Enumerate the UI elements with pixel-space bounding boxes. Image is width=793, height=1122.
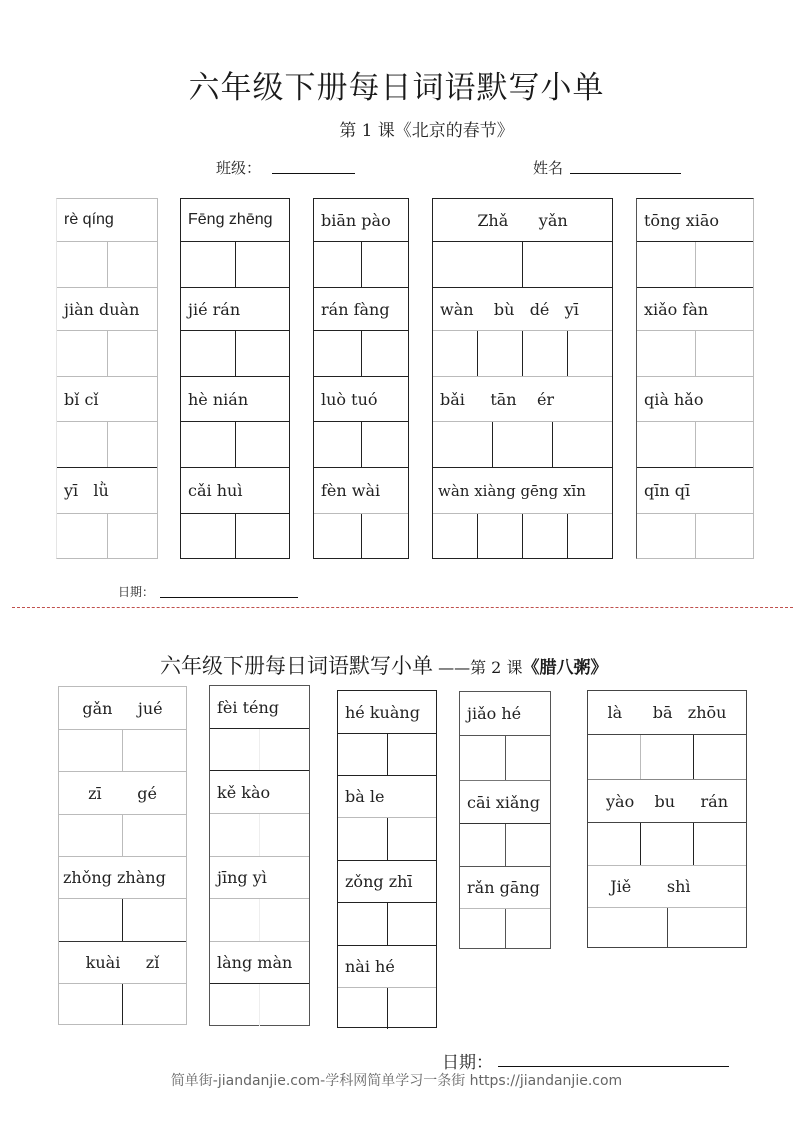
- pinyin-text: cǎi huì: [188, 481, 243, 500]
- name-label: 姓名: [533, 159, 564, 177]
- writing-cell[interactable]: [693, 823, 746, 865]
- pinyin-text: fèn wài: [321, 481, 381, 500]
- writing-cell[interactable]: [567, 514, 612, 559]
- writing-cell[interactable]: [588, 735, 640, 779]
- pinyin-text: wàn xiàng gēng xīn: [438, 481, 586, 500]
- writing-cell[interactable]: [637, 242, 695, 287]
- sheet1-word-column: [180, 198, 290, 559]
- writing-row: [588, 822, 746, 865]
- pinyin-text: rǎn gāng: [467, 878, 540, 897]
- writing-cell[interactable]: [667, 908, 747, 948]
- pinyin-text: Zhǎ yǎn: [477, 210, 568, 230]
- writing-row: [460, 823, 550, 866]
- writing-cell[interactable]: [477, 331, 522, 376]
- writing-cell[interactable]: [693, 735, 746, 779]
- pinyin-text: cāi xiǎng: [467, 792, 540, 812]
- pinyin-row: [210, 856, 309, 898]
- pinyin-text: bǎi tān ér: [440, 389, 555, 409]
- class-label: 班级：: [216, 159, 262, 177]
- pinyin-row: [59, 941, 186, 983]
- pinyin-row: [314, 376, 408, 421]
- writing-cell[interactable]: [59, 730, 122, 771]
- writing-cell[interactable]: [314, 514, 361, 559]
- writing-cell[interactable]: [567, 331, 612, 376]
- sheet1-word-column: [432, 198, 613, 559]
- writing-cell[interactable]: [181, 422, 235, 467]
- pinyin-text: jiǎo hé: [467, 704, 522, 723]
- writing-row: [588, 734, 746, 779]
- writing-row: [210, 813, 309, 856]
- writing-cell[interactable]: [637, 514, 695, 559]
- pinyin-text: Jiě shì: [595, 877, 691, 896]
- pinyin-text: rán fàng: [321, 299, 390, 319]
- writing-cell[interactable]: [57, 242, 107, 287]
- pinyin-row: [460, 866, 550, 908]
- pinyin-row: [588, 865, 746, 907]
- pinyin-row: [210, 686, 309, 728]
- pinyin-text: zī gé: [88, 783, 157, 803]
- writing-cell[interactable]: [361, 514, 409, 559]
- pinyin-text: kě kào: [217, 782, 271, 802]
- pinyin-row: [338, 945, 436, 987]
- writing-cell[interactable]: [210, 814, 259, 856]
- writing-cell[interactable]: [107, 514, 158, 559]
- writing-cell[interactable]: [387, 988, 437, 1029]
- writing-cell[interactable]: [460, 909, 505, 949]
- writing-cell[interactable]: [695, 331, 754, 376]
- writing-row: [57, 421, 157, 467]
- writing-row: [433, 513, 612, 559]
- sheet2-date-input-line[interactable]: [498, 1066, 729, 1067]
- pinyin-text: fèi téng: [217, 697, 280, 717]
- pinyin-row: [181, 376, 289, 421]
- writing-row: [210, 898, 309, 941]
- pinyin-row: [433, 467, 612, 513]
- writing-cell[interactable]: [460, 824, 505, 866]
- pinyin-row: [59, 687, 186, 729]
- pinyin-row: [637, 467, 753, 513]
- writing-cell[interactable]: [695, 514, 754, 559]
- sheet1-date-input-line[interactable]: [160, 597, 298, 598]
- pinyin-text: bǐ cǐ: [64, 389, 99, 409]
- sheet1-word-column: [636, 198, 754, 559]
- pinyin-row: [637, 287, 753, 330]
- pinyin-row: [460, 692, 550, 735]
- writing-row: [181, 513, 289, 559]
- writing-row: [181, 330, 289, 376]
- writing-cell[interactable]: [210, 729, 259, 770]
- writing-cell[interactable]: [640, 735, 693, 779]
- pinyin-text: gǎn jué: [82, 698, 163, 718]
- writing-row: [460, 908, 550, 949]
- writing-cell[interactable]: [640, 823, 693, 865]
- writing-cell[interactable]: [588, 823, 640, 865]
- writing-cell[interactable]: [122, 730, 186, 771]
- sheet2-lesson-title: 《腊八粥》: [522, 658, 608, 678]
- pinyin-text: rè qíng: [64, 211, 114, 228]
- writing-row: [338, 733, 436, 775]
- writing-cell[interactable]: [433, 242, 522, 287]
- writing-cell[interactable]: [637, 331, 695, 376]
- writing-row: [59, 898, 186, 941]
- writing-cell[interactable]: [505, 824, 551, 866]
- writing-cell[interactable]: [259, 729, 309, 770]
- pinyin-row: [210, 770, 309, 813]
- pinyin-row: [314, 467, 408, 513]
- writing-cell[interactable]: [387, 818, 437, 860]
- pinyin-row: [338, 691, 436, 733]
- pinyin-row: [637, 376, 753, 421]
- writing-cell[interactable]: [338, 734, 387, 775]
- writing-row: [57, 513, 157, 559]
- writing-row: [181, 241, 289, 287]
- pinyin-row: [57, 376, 157, 421]
- sheet2-title-text: 六年级下册每日词语默写小单: [160, 654, 433, 678]
- sheet1-word-column: [313, 198, 409, 559]
- pinyin-row: [338, 775, 436, 817]
- writing-cell[interactable]: [552, 422, 612, 467]
- writing-row: [588, 907, 746, 948]
- sheet2-lesson-number: 第 2 课: [470, 658, 523, 677]
- writing-cell[interactable]: [235, 514, 290, 559]
- writing-cell[interactable]: [314, 331, 361, 376]
- writing-cell[interactable]: [181, 514, 235, 559]
- pinyin-text: wàn bù dé yī: [440, 299, 579, 319]
- writing-cell[interactable]: [235, 242, 290, 287]
- writing-row: [59, 729, 186, 771]
- writing-cell[interactable]: [314, 422, 361, 467]
- pinyin-text: kuài zǐ: [85, 953, 160, 972]
- writing-row: [637, 513, 753, 559]
- writing-row: [314, 330, 408, 376]
- pinyin-text: zhǒng zhàng: [63, 868, 166, 887]
- writing-cell[interactable]: [433, 331, 477, 376]
- pinyin-row: [59, 856, 186, 898]
- writing-cell[interactable]: [59, 815, 122, 856]
- sheet2-word-column: [209, 685, 310, 1026]
- writing-row: [338, 987, 436, 1029]
- pinyin-row: [57, 467, 157, 513]
- writing-cell[interactable]: [361, 331, 409, 376]
- pinyin-row: [588, 779, 746, 822]
- writing-cell[interactable]: [259, 814, 309, 856]
- pinyin-row: [637, 199, 753, 241]
- writing-cell[interactable]: [387, 734, 437, 775]
- writing-row: [314, 421, 408, 467]
- pinyin-text: qià hǎo: [644, 389, 704, 409]
- pinyin-text: làng màn: [217, 953, 293, 972]
- pinyin-row: [433, 376, 612, 421]
- sheet1-word-column: [56, 198, 158, 559]
- writing-cell[interactable]: [387, 903, 437, 945]
- writing-row: [637, 241, 753, 287]
- writing-row: [210, 728, 309, 770]
- pinyin-row: [181, 287, 289, 330]
- writing-cell[interactable]: [492, 422, 552, 467]
- writing-cell[interactable]: [259, 984, 309, 1026]
- pinyin-text: hé kuàng: [345, 702, 420, 722]
- writing-cell[interactable]: [57, 514, 107, 559]
- sheet1-title: 六年级下册每日词语默写小单: [188, 70, 605, 106]
- pinyin-row: [181, 467, 289, 513]
- sheet1-date-label: 日期：: [118, 585, 155, 599]
- pinyin-row: [57, 199, 157, 241]
- sheet2-dash: ——: [433, 658, 471, 677]
- cut-line-divider: [12, 607, 793, 608]
- writing-cell[interactable]: [522, 331, 567, 376]
- writing-row: [59, 814, 186, 856]
- writing-cell[interactable]: [122, 899, 186, 941]
- sheet2-word-column: [587, 690, 747, 948]
- pinyin-row: [338, 860, 436, 902]
- writing-cell[interactable]: [59, 984, 122, 1025]
- writing-row: [637, 330, 753, 376]
- pinyin-row: [181, 199, 289, 241]
- writing-cell[interactable]: [433, 422, 492, 467]
- writing-row: [181, 421, 289, 467]
- writing-cell[interactable]: [338, 818, 387, 860]
- sheet2-word-column: [58, 686, 187, 1025]
- writing-cell[interactable]: [122, 984, 186, 1025]
- writing-cell[interactable]: [57, 331, 107, 376]
- writing-cell[interactable]: [259, 899, 309, 941]
- writing-cell[interactable]: [314, 242, 361, 287]
- writing-cell[interactable]: [695, 242, 754, 287]
- writing-cell[interactable]: [107, 242, 158, 287]
- pinyin-text: Fēng zhēng: [188, 211, 273, 228]
- writing-cell[interactable]: [588, 908, 667, 948]
- writing-cell[interactable]: [107, 422, 158, 467]
- pinyin-text: là bā zhōu: [607, 703, 727, 722]
- pinyin-row: [314, 287, 408, 330]
- pinyin-text: tōng xiāo: [644, 210, 720, 230]
- pinyin-text: nài hé: [345, 957, 395, 976]
- writing-cell[interactable]: [235, 331, 290, 376]
- writing-row: [314, 513, 408, 559]
- writing-cell[interactable]: [107, 331, 158, 376]
- writing-row: [57, 330, 157, 376]
- pinyin-text: hè nián: [188, 389, 249, 409]
- writing-cell[interactable]: [57, 422, 107, 467]
- sheet2-word-column: [337, 690, 437, 1028]
- pinyin-text: zǒng zhī: [345, 872, 413, 891]
- sheet1-lesson-subtitle: 第 1 课《北京的春节》: [339, 121, 514, 141]
- writing-row: [433, 241, 612, 287]
- writing-cell[interactable]: [637, 422, 695, 467]
- writing-cell[interactable]: [433, 514, 477, 559]
- writing-cell[interactable]: [361, 242, 409, 287]
- pinyin-text: jīng yì: [217, 868, 267, 887]
- writing-cell[interactable]: [181, 331, 235, 376]
- writing-cell[interactable]: [59, 899, 122, 941]
- pinyin-text: biān pào: [321, 210, 391, 230]
- pinyin-row: [210, 941, 309, 983]
- writing-cell[interactable]: [210, 984, 259, 1026]
- writing-cell[interactable]: [361, 422, 409, 467]
- writing-row: [460, 735, 550, 780]
- writing-cell[interactable]: [210, 899, 259, 941]
- pinyin-text: bà le: [345, 787, 385, 806]
- writing-cell[interactable]: [338, 988, 387, 1029]
- writing-cell[interactable]: [338, 903, 387, 945]
- writing-cell[interactable]: [522, 514, 567, 559]
- writing-row: [433, 330, 612, 376]
- writing-cell[interactable]: [122, 815, 186, 856]
- writing-cell[interactable]: [460, 736, 505, 780]
- sheet2-title: [160, 650, 607, 680]
- writing-row: [59, 983, 186, 1025]
- pinyin-row: [460, 780, 550, 823]
- sheet2-word-column: [459, 691, 551, 949]
- pinyin-row: [59, 771, 186, 814]
- name-input-line[interactable]: [570, 173, 681, 174]
- pinyin-row: [433, 287, 612, 330]
- pinyin-text: jiàn duàn: [64, 299, 140, 319]
- pinyin-text: xiǎo fàn: [644, 299, 709, 319]
- sheet2-date-label: 日期：: [442, 1053, 493, 1073]
- writing-row: [433, 421, 612, 467]
- writing-cell[interactable]: [695, 422, 754, 467]
- pinyin-row: [57, 287, 157, 330]
- pinyin-text: qīn qī: [644, 481, 691, 500]
- writing-cell[interactable]: [505, 736, 551, 780]
- writing-row: [210, 983, 309, 1026]
- pinyin-text: jié rán: [188, 299, 241, 319]
- writing-row: [314, 241, 408, 287]
- pinyin-row: [433, 199, 612, 241]
- writing-row: [338, 902, 436, 945]
- writing-cell[interactable]: [505, 909, 551, 949]
- writing-cell[interactable]: [522, 242, 612, 287]
- pinyin-text: yī lǜ: [64, 481, 109, 500]
- pinyin-row: [314, 199, 408, 241]
- writing-cell[interactable]: [477, 514, 522, 559]
- writing-row: [57, 241, 157, 287]
- writing-row: [637, 421, 753, 467]
- writing-row: [338, 817, 436, 860]
- pinyin-text: luò tuó: [321, 389, 378, 409]
- pinyin-row: [588, 691, 746, 734]
- pinyin-text: yào bu rán: [605, 791, 729, 811]
- class-input-line[interactable]: [272, 173, 355, 174]
- watermark-footer: 简单街-jiandanjie.com-学科网简单学习一条街 https://jiandanjie.com: [170, 1073, 623, 1089]
- writing-cell[interactable]: [181, 242, 235, 287]
- writing-cell[interactable]: [235, 422, 290, 467]
